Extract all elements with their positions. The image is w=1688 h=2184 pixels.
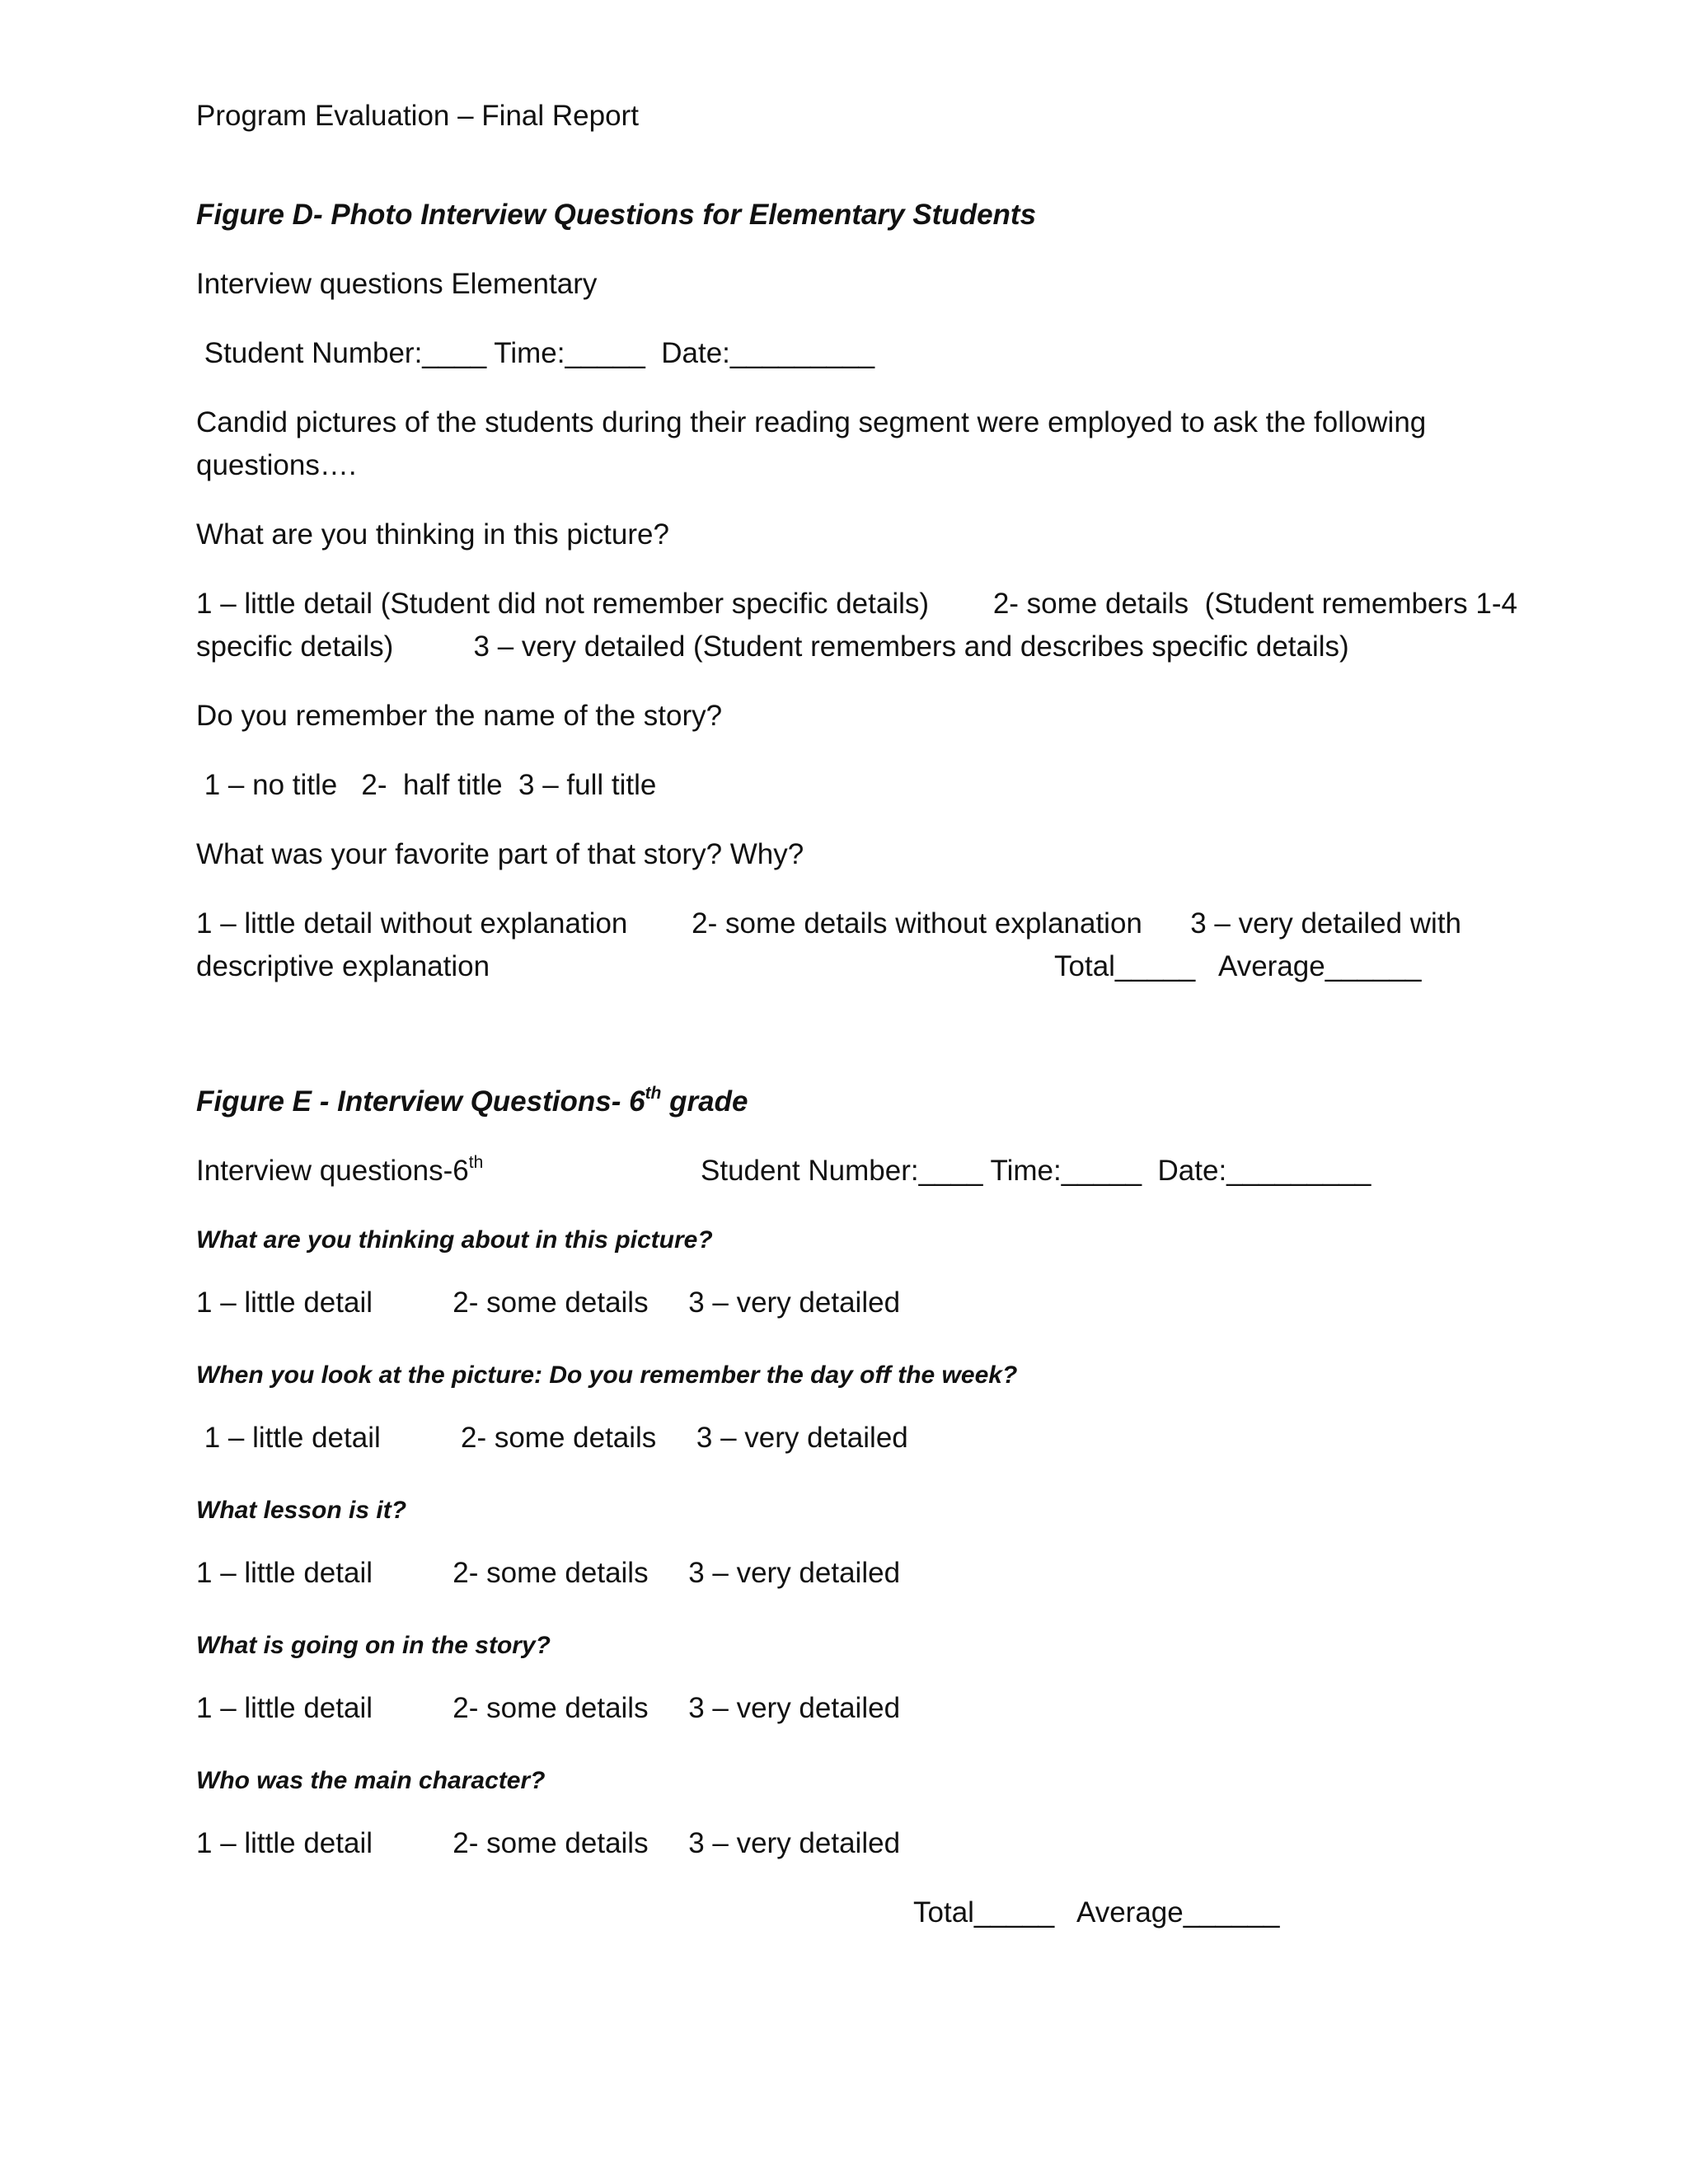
figure-e-question-5: Who was the main character? <box>196 1767 546 1794</box>
figure-d-subtitle: Interview questions Elementary <box>196 268 598 300</box>
figure-d-average-field: Average______ <box>1218 950 1422 982</box>
figure-e-heading-superscript: th <box>645 1084 662 1104</box>
figure-d-heading: Figure D- Photo Interview Questions for Elementary Students <box>196 199 1037 231</box>
figure-e-heading-suffix: grade <box>661 1085 748 1118</box>
figure-d-student-fields: Student Number:____ Time:_____ Date:_________ <box>196 337 875 369</box>
figure-e-q1-scale: 1 – little detail 2- some details 3 – very detailed <box>196 1286 901 1319</box>
figure-e-question-2: When you look at the picture: Do you remember the day off the week? <box>196 1361 1018 1389</box>
figure-e-question-4: What is going on in the story? <box>196 1632 551 1659</box>
figure-d-q2-scale: 1 – no title 2- half title 3 – full title <box>196 769 657 801</box>
running-header: Program Evaluation – Final Report <box>196 100 639 132</box>
figure-e-heading-text: Figure E - Interview Questions- 6 <box>196 1085 645 1118</box>
figure-e-student-fields: Student Number:____ Time:_____ Date:_________ <box>701 1155 1372 1187</box>
figure-e-q3-scale: 1 – little detail 2- some details 3 – very detailed <box>196 1557 901 1589</box>
figure-d-q1-scale-line-2: specific details) 3 – very detailed (Student remembers and describes specific details) <box>196 630 1349 663</box>
figure-e-question-1: What are you thinking about in this picture? <box>196 1226 713 1254</box>
figure-d-intro-line-1: Candid pictures of the students during their reading segment were employed to ask the following <box>196 406 1427 438</box>
figure-e-q5-scale: 1 – little detail 2- some details 3 – very detailed <box>196 1827 901 1859</box>
figure-e-heading <box>196 1081 748 1122</box>
figure-e-subtitle-text: Interview questions-6 <box>196 1155 469 1187</box>
figure-d-question-3: What was your favorite part of that story? Why? <box>196 838 804 870</box>
figure-d-q3-scale-line-2: descriptive explanation <box>196 950 490 982</box>
figure-e-q4-scale: 1 – little detail 2- some details 3 – very detailed <box>196 1692 901 1724</box>
figure-e-q2-scale: 1 – little detail 2- some details 3 – very detailed <box>196 1422 908 1454</box>
figure-e-total-field: Total_____ <box>913 1896 1055 1929</box>
figure-e-average-field: Average______ <box>1076 1896 1280 1929</box>
figure-d-question-2: Do you remember the name of the story? <box>196 700 723 732</box>
figure-e-subtitle-superscript: th <box>468 1153 484 1173</box>
figure-d-question-1: What are you thinking in this picture? <box>196 518 669 551</box>
figure-e-question-3: What lesson is it? <box>196 1497 407 1524</box>
figure-e-subtitle <box>196 1151 483 1192</box>
figure-d-q1-scale-line-1: 1 – little detail (Student did not remember specific details) 2- some details (Student remembers 1-4 <box>196 588 1517 620</box>
figure-d-total-field: Total_____ <box>1054 950 1196 982</box>
figure-d-intro-line-2: questions…. <box>196 449 357 481</box>
figure-d-q3-scale-line-1: 1 – little detail without explanation 2- some details without explanation 3 – very detailed with <box>196 907 1462 940</box>
